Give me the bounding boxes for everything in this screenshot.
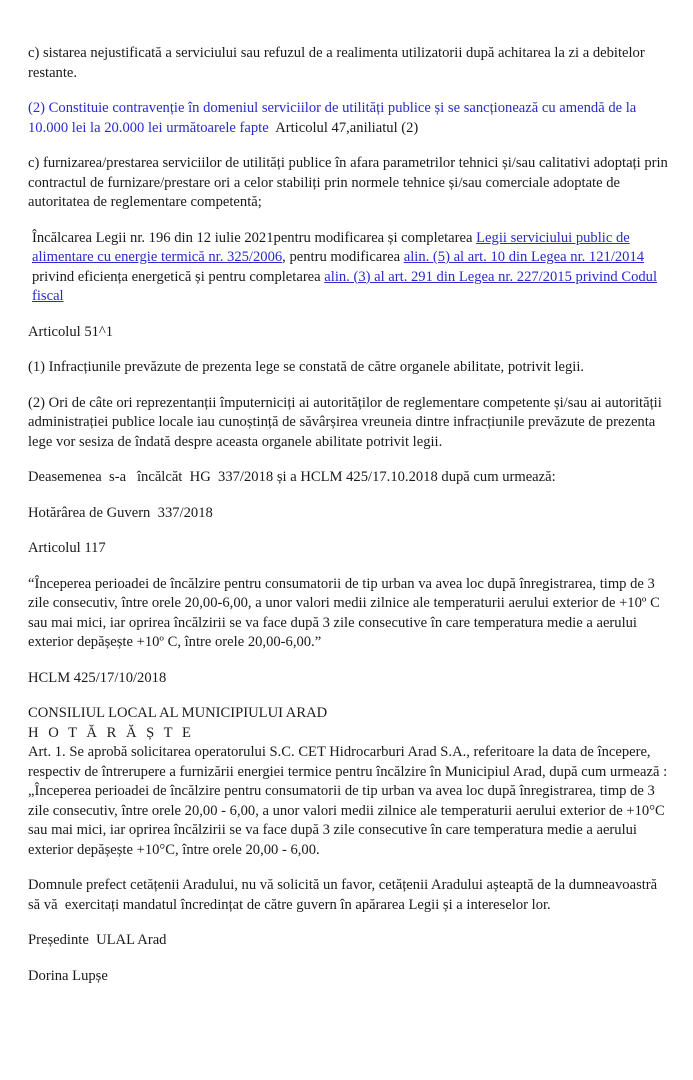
paragraph-domnule-prefect: Domnule prefect cetățenii Aradului, nu vă solicită un favor, cetățenii Aradului așteaptă de la dumneavoastră să vă exercitați mandatul încredințat de către guvern în apărarea Legii și a intereselor lor. xyxy=(28,877,661,913)
article-117-heading: Articolul 117 xyxy=(28,540,106,556)
quote-article-117: “Începerea perioadei de încălzire pentru consumatorii de tip urban va avea loc după înregistrarea, timp de 3 zile consecutiv, între orele 20,00-6,00, a unor valori medii zilnice ale temperaturii aerului exterior de +10º C sau mai mici, iar oprirea încălzirii se va face după 3 zile consecutive în care temperatura medie a aerului exterior depășește +10º C, între orele 20,00-6,00.” xyxy=(28,575,660,650)
hotaraste-heading: H O T Ă R Ă Ș T E xyxy=(28,724,194,741)
article-51-1-heading: Articolul 51^1 xyxy=(28,323,114,340)
paragraph-sistarea: c) sistarea nejustificată a serviciului sau refuzul de a realimenta utilizatorii după achitarea la zi a debitelor restante. xyxy=(28,45,645,81)
paragraph-furnizarea: c) furnizarea/prestarea serviciilor de utilități publice în afara parametrilor tehnici și/sau calitativi adoptați prin contractul de furnizare/prestare ori a celor stabiliți prin normele tehnice și/sau comerciale adoptate de autoritatea de reglementare competentă; xyxy=(28,155,668,210)
paragraph-reprezentantii: (2) Ori de câte ori reprezentanții împuterniciți ai autorităților de reglementare competente și/sau ai autorității administrației publice locale iau cunoștință de săvârșirea vreuneia dintre infracțiunile prevăzute de prezenta lege vor sesiza de îndată despre aceasta organele abilitate potrivit legii. xyxy=(28,394,662,450)
paragraph-contraventie xyxy=(28,99,668,138)
paragraph-incalcarea-legii xyxy=(28,229,668,307)
quote-hclm: „Începerea perioadei de încălzire pentru consumatorii de tip urban va avea loc după înregistrarea, timp de 3 zile consecutiv, între orele 20,00 - 6,00, a unor valori medii zilnice ale temperaturii aerului exterior de +10°C sau mai mici, iar oprirea încălzirii se va face după 3 zile consecutive în care temperatura medie a aerului exterior depășește +10°C, între orele 20,00 - 6,00. xyxy=(28,783,665,858)
council-title: CONSILIUL LOCAL AL MUNICIPIULUI ARAD xyxy=(28,705,328,721)
link-legea-325-2006[interactable]: Legii serviciului public de alimentare cu energie termică nr. 325/2006 xyxy=(32,229,630,265)
article-reference: Articolul 47,aniliatul (2) xyxy=(275,119,419,136)
signature-name: Dorina Lupșe xyxy=(28,967,108,984)
document-page xyxy=(28,44,668,1002)
incalcarea-text-2: , pentru modificarea xyxy=(282,249,404,265)
incalcarea-text-3: privind eficiența energetică și pentru completarea xyxy=(32,268,325,285)
link-codul-fiscal[interactable]: alin. (3) al art. 291 din Legea nr. 227/2015 privind Codul fiscal xyxy=(32,268,658,304)
paragraph-deasemenea: Deasemenea s-a încălcăt HG 337/2018 și a HCLM 425/17.10.2018 după cum urmează: xyxy=(28,469,556,485)
hclm-heading: HCLM 425/17/10/2018 xyxy=(28,669,167,686)
incalcarea-text-1: Încălcarea Legii nr. 196 din 12 iulie 2021pentru modificarea și completarea xyxy=(32,229,477,246)
contraventie-text: (2) Constituie contravenție în domeniul serviciilor de utilități publice și se sancționează cu amendă de la 10.000 lei la 20.000 lei următoarele fapte xyxy=(28,100,637,136)
link-legea-121-2014[interactable]: alin. (5) al art. 10 din Legea nr. 121/2014 xyxy=(403,249,645,265)
signature-title: Președinte ULAL Arad xyxy=(28,932,167,948)
hclm-decision-block xyxy=(28,704,668,860)
hg-heading: Hotărârea de Guvern 337/2018 xyxy=(28,504,213,521)
art-1-text: Art. 1. Se aprobă solicitarea operatorului S.C. CET Hidrocarburi Arad S.A., referitoare la data de începere, respectiv de întrerupere a furnizării energiei termice pentru încălzire în Municipiul Arad, după cum urmează : xyxy=(28,744,668,780)
paragraph-infractiunile: (1) Infracțiunile prevăzute de prezenta lege se constată de către organele abilitate, potrivit legii. xyxy=(28,359,585,375)
